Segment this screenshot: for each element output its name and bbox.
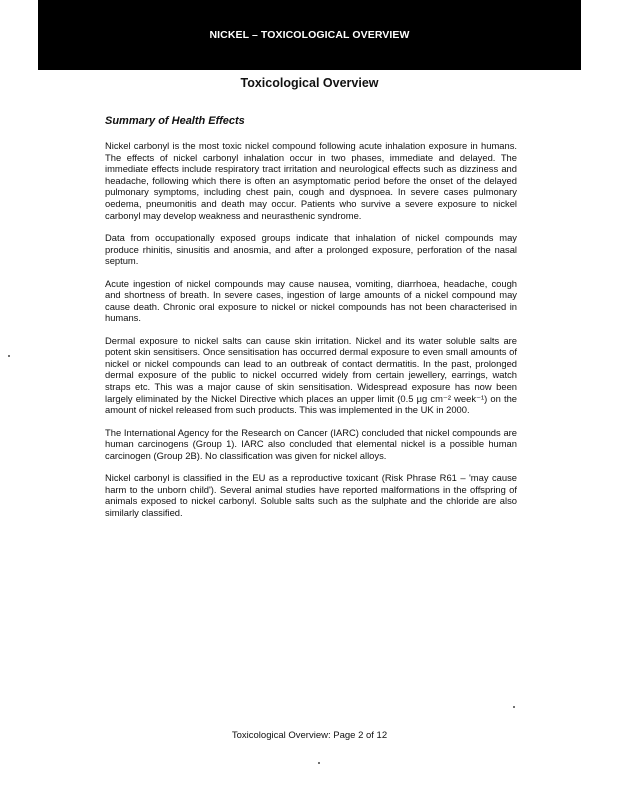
- scan-speck: [8, 355, 10, 357]
- paragraph: Nickel carbonyl is classified in the EU as a reproductive toxicant (Risk Phrase R61 – 'may cause harm to the unborn child'). Several animal studies have reported malformations in the offspring of animals exposed to nickel carbonyl. Soluble salts such as the sulphate and the chloride are also similarly classified.: [105, 472, 517, 519]
- page-footer: Toxicological Overview: Page 2 of 12: [231, 730, 388, 741]
- paragraph: The International Agency for the Research on Cancer (IARC) concluded that nickel compounds are human carcinogens (Group 1). IARC also concluded that elemental nickel is a possible human carcinogen (Group 2B). No classification was given for nickel alloys.: [105, 426, 517, 461]
- page-title: Toxicological Overview: [240, 76, 379, 90]
- body-text: [105, 140, 517, 529]
- paragraph: Nickel carbonyl is the most toxic nickel compound following acute inhalation exposure in humans. The effects of nickel carbonyl inhalation occur in two phases, immediate and delayed. The immediate effects include respiratory tract irritation and neurological effects such as dizziness and headache, following which there is often an asymptomatic period before the onset of the delayed pulmonary symptoms, including chest pain, cough and dyspnoea. In severe cases pulmonary oedema, pneumonitis and death may occur. Patients who survive a severe exposure to nickel carbonyl may develop weakness and neurasthenic syndrome.: [105, 140, 517, 221]
- scan-speck: [318, 762, 320, 764]
- scan-speck: [513, 706, 515, 708]
- paragraph: Data from occupationally exposed groups indicate that inhalation of nickel compounds may produce rhinitis, sinusitis and anosmia, and after a prolonged exposure, perforation of the nasal septum.: [105, 231, 517, 267]
- paragraph: Acute ingestion of nickel compounds may cause nausea, vomiting, diarrhoea, headache, cough and shortness of breath. In severe cases, ingestion of large amounts of a nickel compound may cause death. Chronic oral exposure to nickel or nickel compounds has not been characterised in humans.: [105, 277, 517, 324]
- section-heading: Summary of Health Effects: [105, 115, 245, 127]
- document-header-bar: [38, 0, 581, 70]
- document-header-title: NICKEL – TOXICOLOGICAL OVERVIEW: [209, 29, 410, 41]
- paragraph: Dermal exposure to nickel salts can cause skin irritation. Nickel and its water soluble salts are potent skin sensitisers. Once sensitisation has occurred dermal exposure to even small amounts of nickel or nickel compounds can lead to an outbreak of contact dermatitis. In the past, prolonged dermal exposure of the public to nickel occurred widely from certain jewellery, earrings, watch straps etc. This was a major cause of skin sensitisation. Widespread exposure has now been largely eliminated by the Nickel Directive which places an upper limit (0.5 µg cm⁻² week⁻¹) on the amount of nickel released from such products. This was implemented in the UK in 2000.: [105, 334, 517, 416]
